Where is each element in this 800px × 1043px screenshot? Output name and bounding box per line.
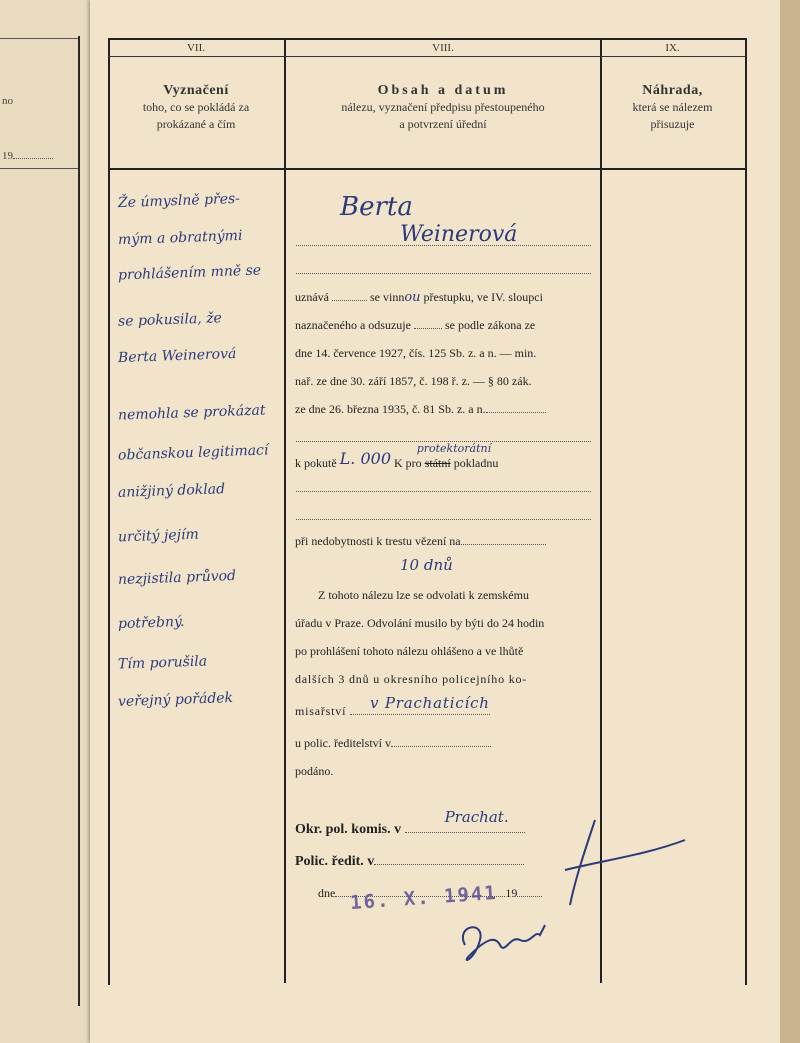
column-viii-subtitle-1: nálezu, vyznačení předpisu přestoupeného [341, 100, 545, 114]
law-citation-3: ze dne 26. března 1935, č. 81 Sb. z. a n. [295, 402, 595, 417]
sheet-edge [780, 0, 800, 1043]
underlying-year: 19 [2, 148, 53, 162]
directorate-line: u polic. ředitelství v [295, 736, 595, 751]
appeal-line-3: po prohlášení tohoto nálezu ohlášeno a ve lhůtě [295, 644, 524, 658]
fine-line: k pokutě L. 000 K pro státní protektorátní pokladnu [295, 442, 499, 470]
official-signature [445, 915, 565, 975]
column-ix-subtitle-2: přisuzuje [650, 117, 695, 131]
official-flourish [535, 810, 695, 920]
law-citation-2: nař. ze dne 30. září 1857, č. 198 ř. z. — § 80 zák. [295, 374, 532, 388]
handwritten-line: občanskou legitimací [117, 442, 269, 464]
underlying-page-border [78, 36, 80, 1006]
column-ix-subtitle-1: která se nálezem [632, 100, 713, 114]
handwritten-line: nezjistila průvod [117, 567, 237, 589]
column-vii-number: VII. [186, 42, 206, 54]
verdict-line-1: uznává se vinnou přestupku, ve IV. sloupci [295, 290, 543, 305]
appeal-line-5: misařství v Prachaticích [295, 694, 490, 718]
defendant-last-name: Weinerová [400, 222, 518, 247]
column-ix-number: IX. [665, 42, 680, 54]
date-stamp: 16. X. 1941 [349, 881, 499, 915]
law-citation-1: dne 14. července 1927, čís. 125 Sb. z. a n. — min. [295, 346, 537, 360]
dotted-rule [296, 272, 591, 274]
handwritten-line: potřebný. [117, 613, 185, 633]
date-line: dne 19 [318, 886, 618, 901]
imprisonment-line: při nedobytnosti k trestu vězení na [295, 534, 595, 549]
handwritten-line: anižjiný doklad [117, 481, 226, 501]
dotted-rule [296, 490, 591, 492]
header-bottom-rule [108, 168, 745, 170]
handwritten-line: nemohla se prokázat [117, 402, 266, 424]
column-viii-number: VIII. [432, 42, 454, 54]
district-office-line: Okr. pol. komis. v Prachat. [295, 822, 595, 838]
column-divider [284, 38, 286, 983]
underlying-page [0, 0, 92, 1043]
column-vii-subtitle-1: toho, co se pokládá za [142, 100, 250, 114]
verdict-line-2: naznačeného a odsuzuje se podle zákona ze [295, 318, 536, 332]
column-ix-title: Náhrada, [642, 83, 703, 98]
column-ix-header [602, 82, 743, 133]
column-viii-title: Obsah a datum [377, 83, 509, 98]
handwritten-line: mým a obratnými [117, 227, 243, 249]
form-sheet [90, 0, 780, 1043]
appeal-line-4: dalších 3 dnů u okresního policejního ko- [295, 672, 528, 686]
column-vii-title: Vyznačení [163, 83, 229, 98]
dotted-rule [296, 244, 591, 246]
dotted-rule [296, 518, 591, 520]
protectorate-insert: protektorátní [416, 442, 492, 455]
column-viii-header [286, 82, 600, 133]
header-rule [108, 56, 745, 57]
column-viii-subtitle-2: a potvrzení úřední [399, 117, 487, 131]
defendant-first-name: Berta [340, 192, 413, 222]
handwritten-line: Tím porušila [117, 653, 208, 673]
underlying-page-rule [0, 38, 78, 39]
column-vii-header [108, 82, 284, 133]
handwritten-line: se pokusila, že [117, 310, 223, 330]
handwritten-line: veřejný pořádek [117, 689, 234, 711]
column-vii-subtitle-2: prokázané a čím [156, 117, 236, 131]
underlying-fragment: no [2, 95, 13, 107]
imprisonment-term: 10 dnů [400, 556, 453, 574]
appeal-line-1: Z tohoto nálezu lze se odvolati k zemskému [318, 588, 529, 602]
appeal-line-2: úřadu v Praze. Odvolání musilo by býti do 24 hodin [295, 616, 545, 630]
handwritten-line: Že úmyslně přes- [117, 190, 241, 212]
underlying-page-rule [0, 168, 78, 169]
handwritten-line: prohlášením mně se [117, 262, 262, 284]
submitted-label: podáno. [295, 764, 334, 778]
handwritten-line: určitý jejím [117, 526, 199, 546]
handwritten-line: Berta Weinerová [117, 345, 237, 367]
directorate-office-line: Polic. ředit. v [295, 854, 595, 870]
